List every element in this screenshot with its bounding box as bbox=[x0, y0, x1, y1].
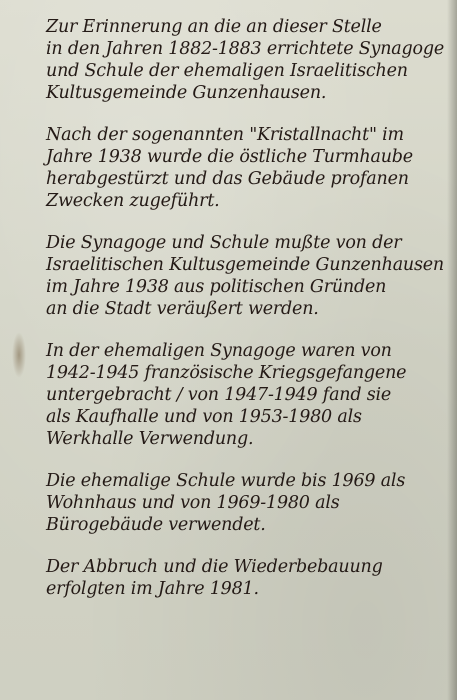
inscription bbox=[46, 16, 446, 620]
inscription-line: als Kaufhalle und von 1953-1980 als bbox=[46, 407, 362, 427]
inscription-line: Zwecken zugeführt. bbox=[46, 191, 220, 211]
inscription-line: Der Abbruch und die Wiederbebauung bbox=[46, 557, 383, 577]
paragraph-4 bbox=[46, 340, 446, 450]
inscription-line: Wohnhaus und von 1969-1980 als bbox=[46, 493, 340, 513]
inscription-line: und Schule der ehemaligen Israelitischen bbox=[46, 61, 408, 81]
inscription-line: Werkhalle Verwendung. bbox=[46, 429, 254, 449]
inscription-line: in den Jahren 1882-1883 errichtete Synagoge bbox=[46, 39, 445, 59]
stain-mark bbox=[12, 332, 26, 378]
inscription-line: Zur Erinnerung an die an dieser Stelle bbox=[46, 17, 382, 37]
paragraph-6 bbox=[46, 556, 446, 600]
paragraph-1 bbox=[46, 16, 446, 104]
inscription-line: herabgestürzt und das Gebäude profanen bbox=[46, 169, 409, 189]
inscription-line: im Jahre 1938 aus politischen Gründen bbox=[46, 277, 387, 297]
inscription-line: Nach der sogenannten "Kristallnacht" im bbox=[46, 125, 404, 145]
inscription-line: In der ehemaligen Synagoge waren von bbox=[46, 341, 392, 361]
inscription-line: Die ehemalige Schule wurde bis 1969 als bbox=[46, 471, 406, 491]
inscription-line: untergebracht / von 1947-1949 fand sie bbox=[46, 385, 392, 405]
paragraph-5 bbox=[46, 470, 446, 536]
inscription-line: Die Synagoge und Schule mußte von der bbox=[46, 233, 402, 253]
plaque-edge-shadow bbox=[447, 0, 457, 700]
inscription-line: an die Stadt veräußert werden. bbox=[46, 299, 319, 319]
inscription-line: Israelitischen Kultusgemeinde Gunzenhausen bbox=[46, 255, 445, 275]
inscription-line: Bürogebäude verwendet. bbox=[46, 515, 266, 535]
inscription-line: Jahre 1938 wurde die östliche Turmhaube bbox=[46, 147, 413, 167]
inscription-line: 1942-1945 französische Kriegsgefangene bbox=[46, 363, 407, 383]
inscription-line: erfolgten im Jahre 1981. bbox=[46, 579, 259, 599]
paragraph-2 bbox=[46, 124, 446, 212]
paragraph-3 bbox=[46, 232, 446, 320]
inscription-line: Kultusgemeinde Gunzenhausen. bbox=[46, 83, 327, 103]
